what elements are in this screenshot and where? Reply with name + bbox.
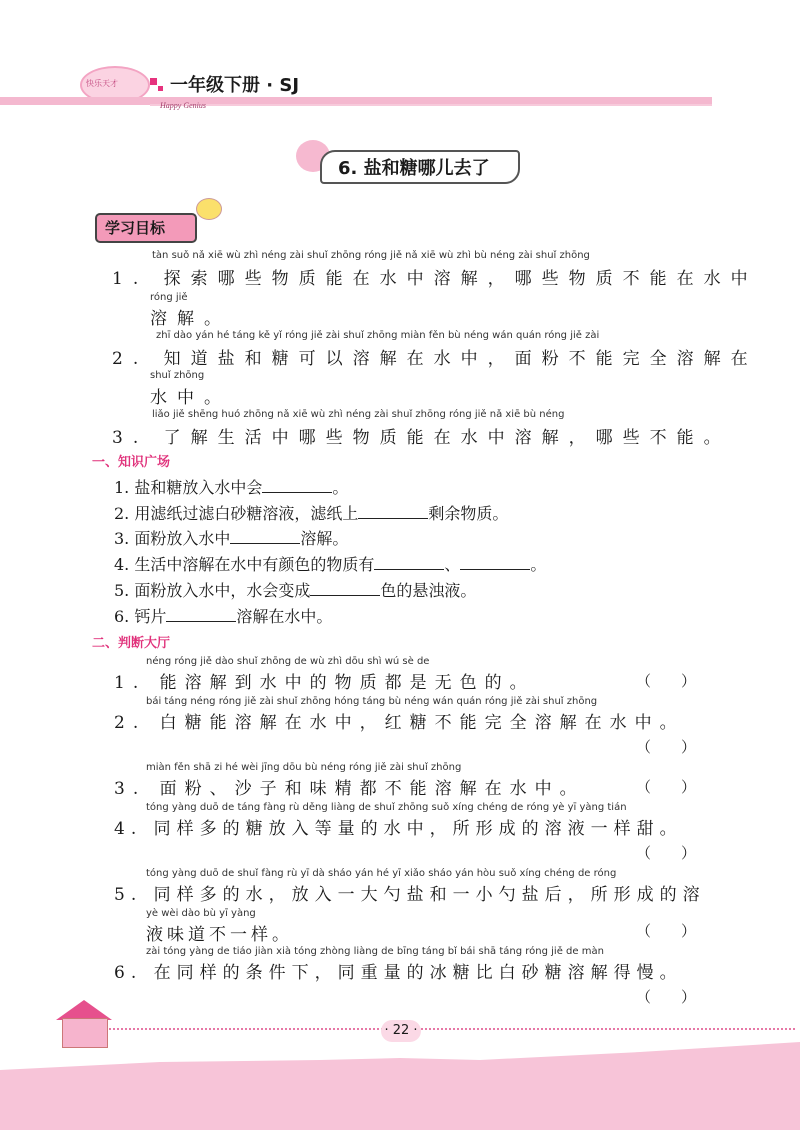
section-heading: 一、知识广场 [92,455,171,470]
judge-text: 2. 白糖能溶解在水中，红糖不能完全溶解在水中。 [114,713,685,733]
answer-blank[interactable] [358,504,428,519]
answer-parens[interactable]: （ ） [636,988,697,1006]
bee-icon [196,198,222,220]
fill-text: 溶解。 [300,529,349,548]
footer-wave [0,1030,800,1130]
grade-label: 一年级下册 · SJ [170,75,300,96]
judge-pinyin: bái táng néng róng jiě zài shuǐ zhōng hóng táng bù néng wán quán róng jiě zài shuǐ zhōng [146,696,598,707]
goal-text: 2. 知道盐和糖可以溶解在水中，面粉不能完全溶解在 [112,349,758,369]
goal-text: 溶解。 [150,309,231,329]
goal-pinyin: zhī dào yán hé táng kě yǐ róng jiě zài shuǐ zhōng miàn fěn bù néng wán quán róng jiě zài [156,330,600,341]
judge-text: 3. 面粉、沙子和味精都不能溶解在水中。 [114,779,585,799]
footer-dotted-line [105,1028,795,1030]
fill-text: 溶解在水中。 [236,607,333,626]
answer-blank[interactable] [262,478,332,493]
goal-text: 1. 探索哪些物质能在水中溶解，哪些物质不能在水中 [112,269,758,289]
judge-pinyin: néng róng jiě dào shuǐ zhōng de wù zhì dōu shì wú sè de [146,656,430,667]
fill-text: 。 [332,478,349,497]
judge-text: 液味道不一样。 [146,925,293,945]
answer-blank[interactable] [230,529,300,544]
decor-square [158,86,163,91]
brand-badge-text: 快乐天才 [86,79,118,88]
answer-parens[interactable]: （ ） [636,672,697,690]
judge-text: 4. 同样多的糖放入等量的水中，所形成的溶液一样甜。 [114,819,683,839]
fill-text: 6. 钙片 [114,607,167,626]
section-heading: 二、判断大厅 [92,636,171,651]
house-icon [62,1018,108,1048]
house-roof-icon [56,1000,112,1020]
answer-parens[interactable]: （ ） [636,738,697,756]
fill-item [114,501,508,524]
answer-blank[interactable] [460,555,530,570]
answer-parens[interactable]: （ ） [636,844,697,862]
fill-text: 4. 生活中溶解在水中有颜色的物质有 [114,555,375,574]
fill-item [114,604,332,627]
lesson-title: 6. 盐和糖哪儿去了 [338,158,490,179]
judge-pinyin: miàn fěn shā zi hé wèi jīng dōu bù néng róng jiě zài shuǐ zhōng [146,762,462,773]
fill-text: 剩余物质。 [428,504,509,523]
fill-item [114,526,348,549]
fill-item [114,475,348,498]
fill-item [114,578,476,601]
answer-blank[interactable] [166,607,236,622]
fill-text: 5. 面粉放入水中，水会变成 [114,581,311,600]
goal-text: 水中。 [150,388,231,408]
judge-pinyin: tóng yàng duō de táng fàng rù děng liàng de shuǐ zhōng suǒ xíng chéng de róng yè yī yàng tián [146,802,627,813]
fill-text: 、 [444,555,461,574]
answer-parens[interactable]: （ ） [636,778,697,796]
judge-pinyin: yè wèi dào bù yī yàng [146,908,256,919]
answer-parens[interactable]: （ ） [636,922,697,940]
fill-text: 1. 盐和糖放入水中会 [114,478,263,497]
fill-text: 2. 用滤纸过滤白砂糖溶液，滤纸上 [114,504,359,523]
judge-text: 5. 同样多的水，放入一大勺盐和一小勺盐后，所形成的溶 [114,885,706,905]
fill-text: 。 [530,555,547,574]
goal-pinyin: tàn suǒ nǎ xiē wù zhì néng zài shuǐ zhōng róng jiě nǎ xiē wù zhì bù néng zài shuǐ zhōng [152,250,590,261]
judge-text: 1. 能溶解到水中的物质都是无色的。 [114,673,535,693]
judge-pinyin: tóng yàng duō de shuǐ fàng rù yī dà sháo yán hé yī xiǎo sháo yán hòu suǒ xíng chéng de róng [146,868,617,879]
goal-pinyin: shuǐ zhōng [150,370,205,381]
goal-pinyin: róng jiě [150,292,188,303]
answer-blank[interactable] [310,581,380,596]
brand-name: Happy Genius [160,101,206,110]
goals-label: 学习目标 [105,219,166,237]
fill-item [114,552,546,575]
fill-text: 3. 面粉放入水中 [114,529,231,548]
goal-text: 3. 了解生活中哪些物质能在水中溶解，哪些不能。 [112,428,731,448]
judge-text: 6. 在同样的条件下，同重量的冰糖比白砂糖溶解得慢。 [114,963,683,983]
answer-blank[interactable] [374,555,444,570]
decor-square [150,78,157,85]
page-number: · 22 · [381,1020,421,1042]
header-band-line [150,104,712,106]
fill-text: 色的悬浊液。 [380,581,477,600]
judge-pinyin: zài tóng yàng de tiáo jiàn xià tóng zhòng liàng de bīng táng bǐ bái shā táng róng jiě de màn [146,946,604,957]
goal-pinyin: liǎo jiě shēng huó zhōng nǎ xiē wù zhì néng zài shuǐ zhōng róng jiě nǎ xiē bù néng [152,409,565,420]
